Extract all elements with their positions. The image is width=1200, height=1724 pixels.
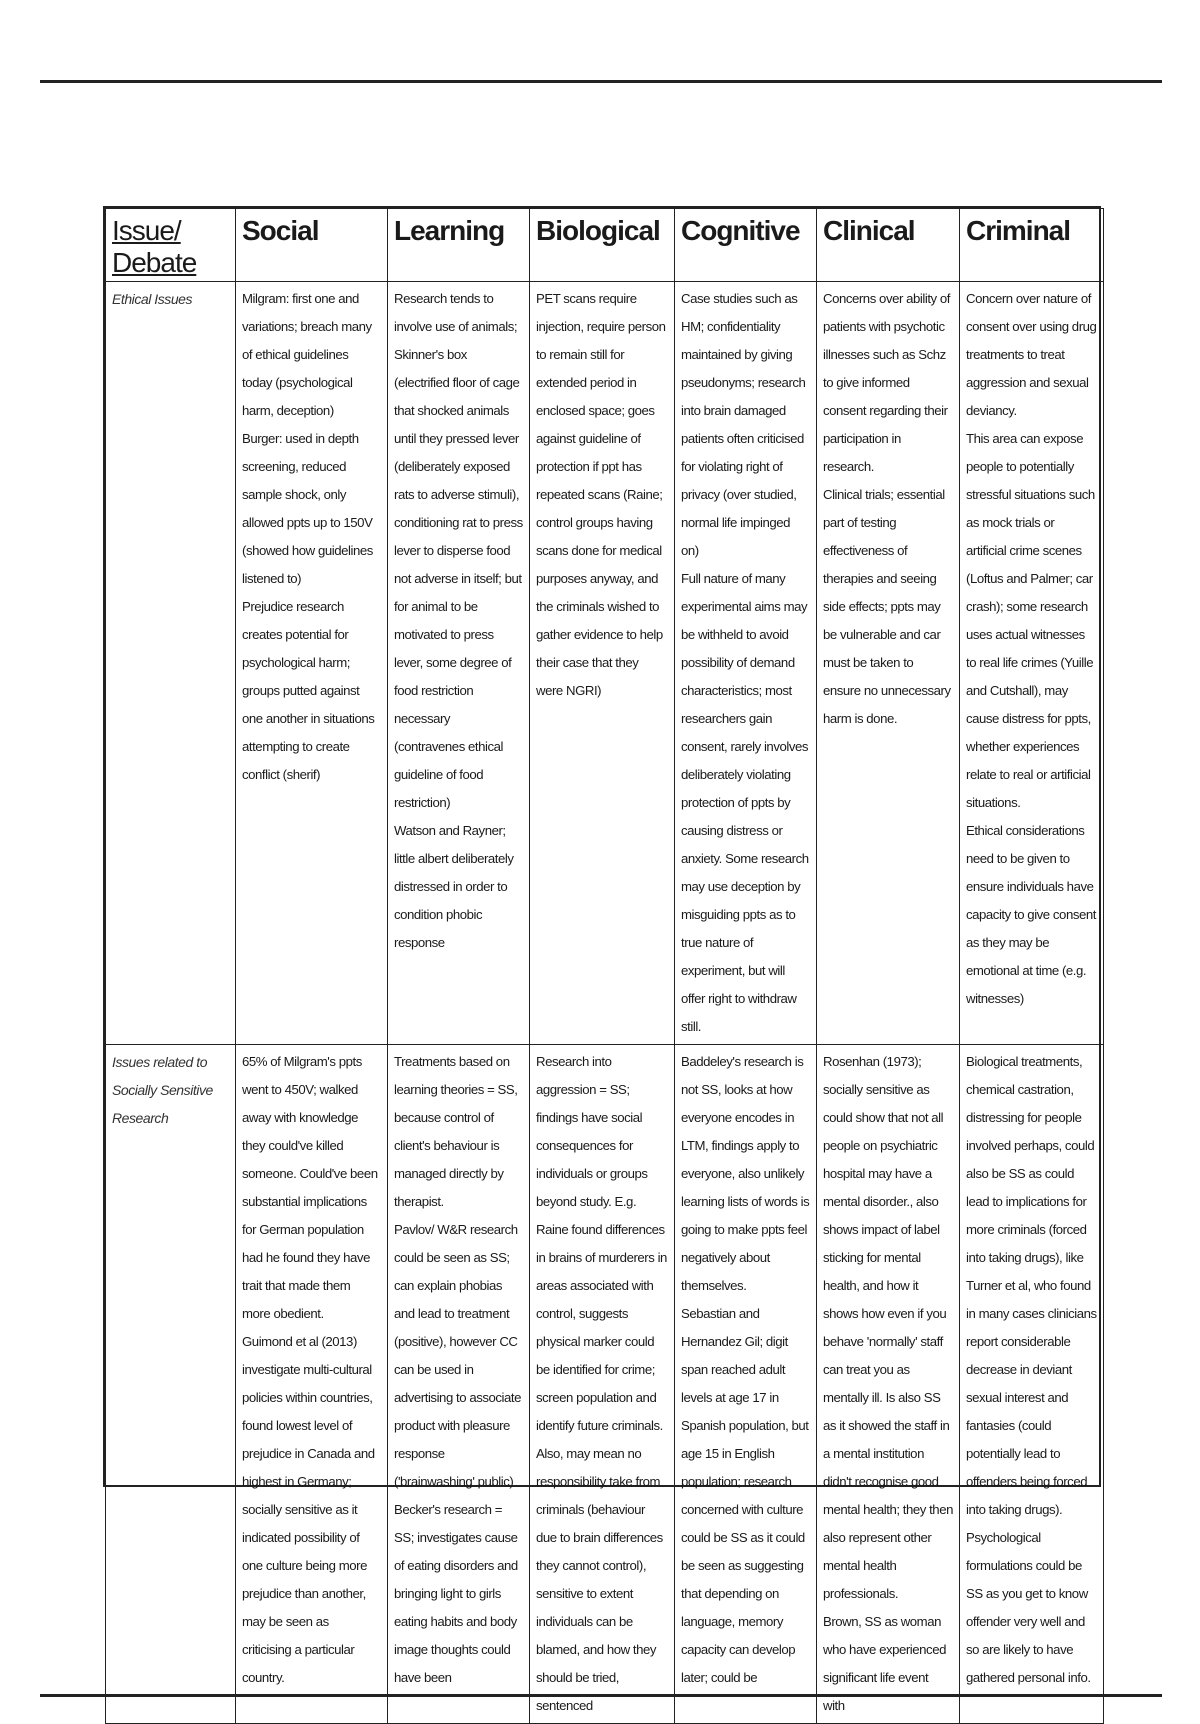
cell-ethical-learning bbox=[388, 282, 530, 1045]
header-cognitive: Cognitive bbox=[675, 209, 817, 282]
row-label-socially-sensitive: Issues related to Socially Sensitive Research bbox=[106, 1045, 236, 1724]
cell-sensitive-clinical bbox=[817, 1045, 960, 1724]
header-social: Social bbox=[236, 209, 388, 282]
header-row bbox=[106, 209, 1104, 282]
cell-paragraph: Treatments based on learning theories = SS, because control of client's behaviour is managed directly by therapist. bbox=[394, 1054, 518, 1209]
cell-paragraph: Clinical trials; essential part of testing effectiveness of therapies and seeing side effects; ppts may be vulnerable and car must be taken to ensure no unnecessary harm is done. bbox=[823, 487, 951, 726]
cell-paragraph: Milgram: first one and variations; breach many of ethical guidelines today (psychological harm, deception) bbox=[242, 291, 372, 418]
cell-sensitive-social bbox=[236, 1045, 388, 1724]
cell-paragraph: Full nature of many experimental aims may be withheld to avoid possibility of demand characteristics; most researchers gain consent, rarely involves deliberately violating protection of ppts by causing distress or anxiety. Some research may use deception by misguiding ppts as to true nature of experiment, but will offer right to withdraw still. bbox=[681, 571, 809, 1034]
table-row-ethical-issues bbox=[106, 282, 1104, 1045]
header-biological: Biological bbox=[530, 209, 675, 282]
cell-paragraph: Research tends to involve use of animals; Skinner's box (electrified floor of cage that shocked animals until they pressed lever (deliberately exposed rats to adverse stimuli), conditioning rat to press lever to disperse food not adverse in itself; but for animal to be motivated to press lever, some degree of food restriction necessary (contravenes ethical guideline of food restriction) bbox=[394, 291, 523, 810]
header-criminal: Criminal bbox=[960, 209, 1104, 282]
cell-paragraph: Baddeley's research is not SS, looks at how everyone encodes in LTM, findings apply to everyone, also unlikely learning lists of words is going to make ppts feel negatively about themselves. bbox=[681, 1054, 810, 1293]
cell-sensitive-learning bbox=[388, 1045, 530, 1724]
cell-ethical-criminal bbox=[960, 282, 1104, 1045]
cell-ethical-cognitive bbox=[675, 282, 817, 1045]
cell-paragraph: This area can expose people to potentially stressful situations such as mock trials or artificial crime scenes (Loftus and Palmer; car crash); some research uses actual witnesses to real life crimes (Yuille and Cutshall), may cause distress for ppts, whether experiences relate to real or artificial situations. bbox=[966, 431, 1095, 810]
cell-paragraph: Concern over nature of consent over using drug treatments to treat aggression and sexual deviancy. bbox=[966, 291, 1097, 418]
cell-paragraph: Ethical considerations need to be given to ensure individuals have capacity to give consent as they may be emotional at time (e.g. witnesses) bbox=[966, 823, 1096, 1006]
cell-paragraph: Brown, SS as woman who have experienced significant life event with bbox=[823, 1614, 946, 1713]
top-rule bbox=[40, 80, 1162, 83]
cell-paragraph: Rosenhan (1973); socially sensitive as could show that not all people on psychiatric hospital may have a mental disorder., also shows impact of label sticking for mental health, and how it shows how even if you behave 'normally' staff can treat you as mentally ill. Is also SS as it showed the staff in a mental institution didn't recognise good mental health; they then also represent other mental health professionals. bbox=[823, 1054, 953, 1601]
cell-ethical-clinical bbox=[817, 282, 960, 1045]
cell-paragraph: Burger: used in depth screening, reduced sample shock, only allowed ppts up to 150V (showed how guidelines listened to) bbox=[242, 431, 373, 586]
cell-paragraph: Concerns over ability of patients with psychotic illnesses such as Schz to give informed consent regarding their participation in research. bbox=[823, 291, 950, 474]
issues-debates-table bbox=[105, 208, 1104, 1724]
cell-paragraph: Case studies such as HM; confidentiality maintained by giving pseudonyms; research into brain damaged patients often criticised for violating right of privacy (over studied, normal life impinged on) bbox=[681, 291, 806, 558]
cell-paragraph: Guimond et al (2013) investigate multi-cultural policies within countries, found lowest level of prejudice in Canada and highest in Germany; socially sensitive as it indicated possibility of one culture being more prejudice than another, may be seen as criticising a particular country. bbox=[242, 1334, 375, 1685]
row-label-ethical-issues: Ethical Issues bbox=[106, 282, 236, 1045]
cell-paragraph: Becker's research = SS; investigates cause of eating disorders and bringing light to girls eating habits and body image thoughts could have been bbox=[394, 1502, 518, 1685]
header-issue-debate: Issue/ Debate bbox=[106, 209, 236, 282]
header-learning: Learning bbox=[388, 209, 530, 282]
cell-paragraph: Pavlov/ W&R research could be seen as SS; can explain phobias and lead to treatment (positive), however CC can be used in advertising to associate product with pleasure response ('brainwashing' public) bbox=[394, 1222, 522, 1489]
cell-sensitive-criminal bbox=[960, 1045, 1104, 1724]
header-clinical: Clinical bbox=[817, 209, 960, 282]
cell-paragraph: Sebastian and Hernandez Gil; digit span reached adult levels at age 17 in Spanish population, but age 15 in English population; research concerned with culture could be SS as it could be seen as suggesting that depending on language, memory capacity can develop later; could be bbox=[681, 1306, 809, 1685]
cell-sensitive-biological bbox=[530, 1045, 675, 1724]
issues-debates-table-container bbox=[103, 206, 1101, 1713]
cell-ethical-social bbox=[236, 282, 388, 1045]
cell-ethical-biological bbox=[530, 282, 675, 1045]
bottom-rule bbox=[40, 1694, 1162, 1697]
cell-paragraph: Biological treatments, chemical castration, distressing for people involved perhaps, could also be SS as could lead to implications for more criminals (forced into taking drugs), like Turner et al, who found in many cases clinicians report considerable decrease in deviant sexual interest and fantasies (could potentially lead to offenders being forced into taking drugs). bbox=[966, 1054, 1097, 1517]
table-row-socially-sensitive bbox=[106, 1045, 1104, 1724]
cell-paragraph: Watson and Rayner; little albert deliberately distressed in order to condition phobic response bbox=[394, 823, 514, 950]
cell-paragraph: PET scans require injection, require person to remain still for extended period in enclosed space; goes against guideline of protection if ppt has repeated scans (Raine; control groups having scans done for medical purposes anyway, and the criminals wished to gather evidence to help their case that they were NGRI) bbox=[536, 291, 666, 698]
cell-paragraph: Psychological formulations could be SS as you get to know offender very well and so are likely to have gathered personal info. bbox=[966, 1530, 1091, 1685]
cell-paragraph: 65% of Milgram's ppts went to 450V; walked away with knowledge they could've killed someone. Could've been substantial implications for German population had he found they have trait that made them more obedient. bbox=[242, 1054, 378, 1321]
cell-paragraph: Research into aggression = SS; findings have social consequences for individuals or groups beyond study. E.g. Raine found differences in brains of murderers in areas associated with control, suggests physical marker could be identified for crime; screen population and identify future criminals. Also, may mean no responsibility take from criminals (behaviour due to brain differences they cannot control), sensitive to extent individuals can be blamed, and how they should be tried, sentenced bbox=[536, 1054, 667, 1713]
cell-paragraph: Prejudice research creates potential for psychological harm; groups putted against one another in situations attempting to create conflict (sherif) bbox=[242, 599, 375, 782]
cell-sensitive-cognitive bbox=[675, 1045, 817, 1724]
